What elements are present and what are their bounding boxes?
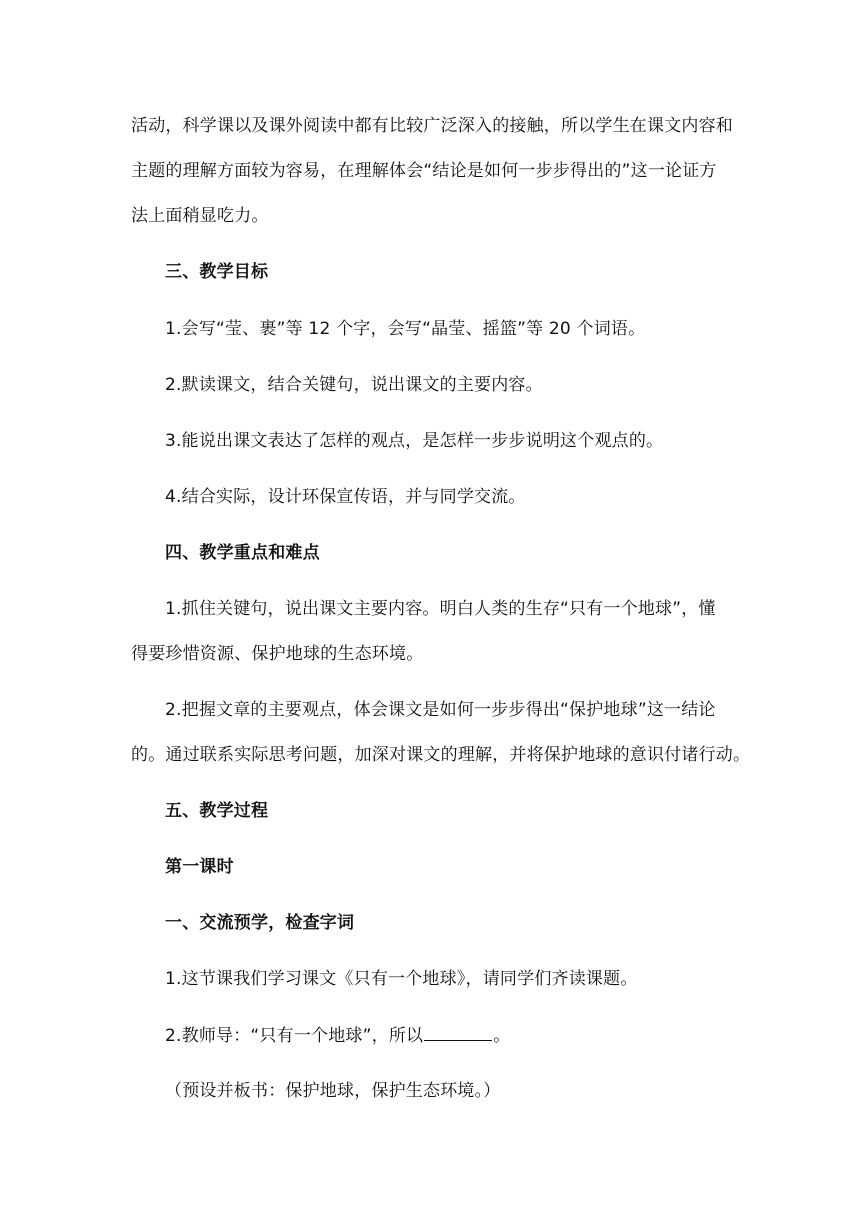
teaching-note: （预设并板书：保护地球，保护生态环境。）: [165, 1081, 501, 1101]
key-point-line: 得要珍惜资源、保护地球的生态环境。: [131, 644, 424, 664]
paragraph-line: 主题的理解方面较为容易，在理解体会“结论是如何一步步得出的”这一论证方: [131, 161, 717, 181]
lesson-title: 第一课时: [165, 857, 234, 877]
objective-item: 2.默读课文，结合关键句，说出课文的主要内容。: [165, 375, 543, 395]
step-heading: 一、交流预学，检查字词: [165, 913, 355, 933]
fill-in-blank: [424, 1024, 492, 1041]
objective-item: 4.结合实际，设计环保宣传语，并与同学交流。: [165, 487, 526, 507]
step-text: 2.教师导：“只有一个地球”，所以: [165, 1026, 424, 1046]
key-point-line: 的。通过联系实际思考问题，加深对课文的理解，并将保护地球的意识付诸行动。: [131, 745, 751, 765]
paragraph-line: 活动，科学课以及课外阅读中都有比较广泛深入的接触，所以学生在课文内容和: [131, 116, 733, 136]
section-heading: 四、教学重点和难点: [165, 543, 320, 563]
key-point-line: 2.把握文章的主要观点，体会课文是如何一步步得出“保护地球”这一结论: [165, 700, 716, 720]
key-point-line: 1.抓住关键句，说出课文主要内容。明白人类的生存“只有一个地球”，懂: [165, 599, 716, 619]
section-heading: 三、教学目标: [165, 262, 269, 282]
objective-item: 3.能说出课文表达了怎样的观点，是怎样一步步说明这个观点的。: [165, 431, 664, 451]
step-text-end: 。: [493, 1026, 511, 1046]
section-heading: 五、教学过程: [165, 801, 269, 821]
paragraph-line: 法上面稍显吃力。: [131, 206, 269, 226]
step-item: [165, 1024, 510, 1047]
step-item: 1.这节课我们学习课文《只有一个地球》，请同学们齐读课题。: [165, 969, 638, 989]
objective-item: 1.会写“莹、裹”等 12 个字，会写“晶莹、摇篮”等 20 个词语。: [165, 319, 646, 339]
